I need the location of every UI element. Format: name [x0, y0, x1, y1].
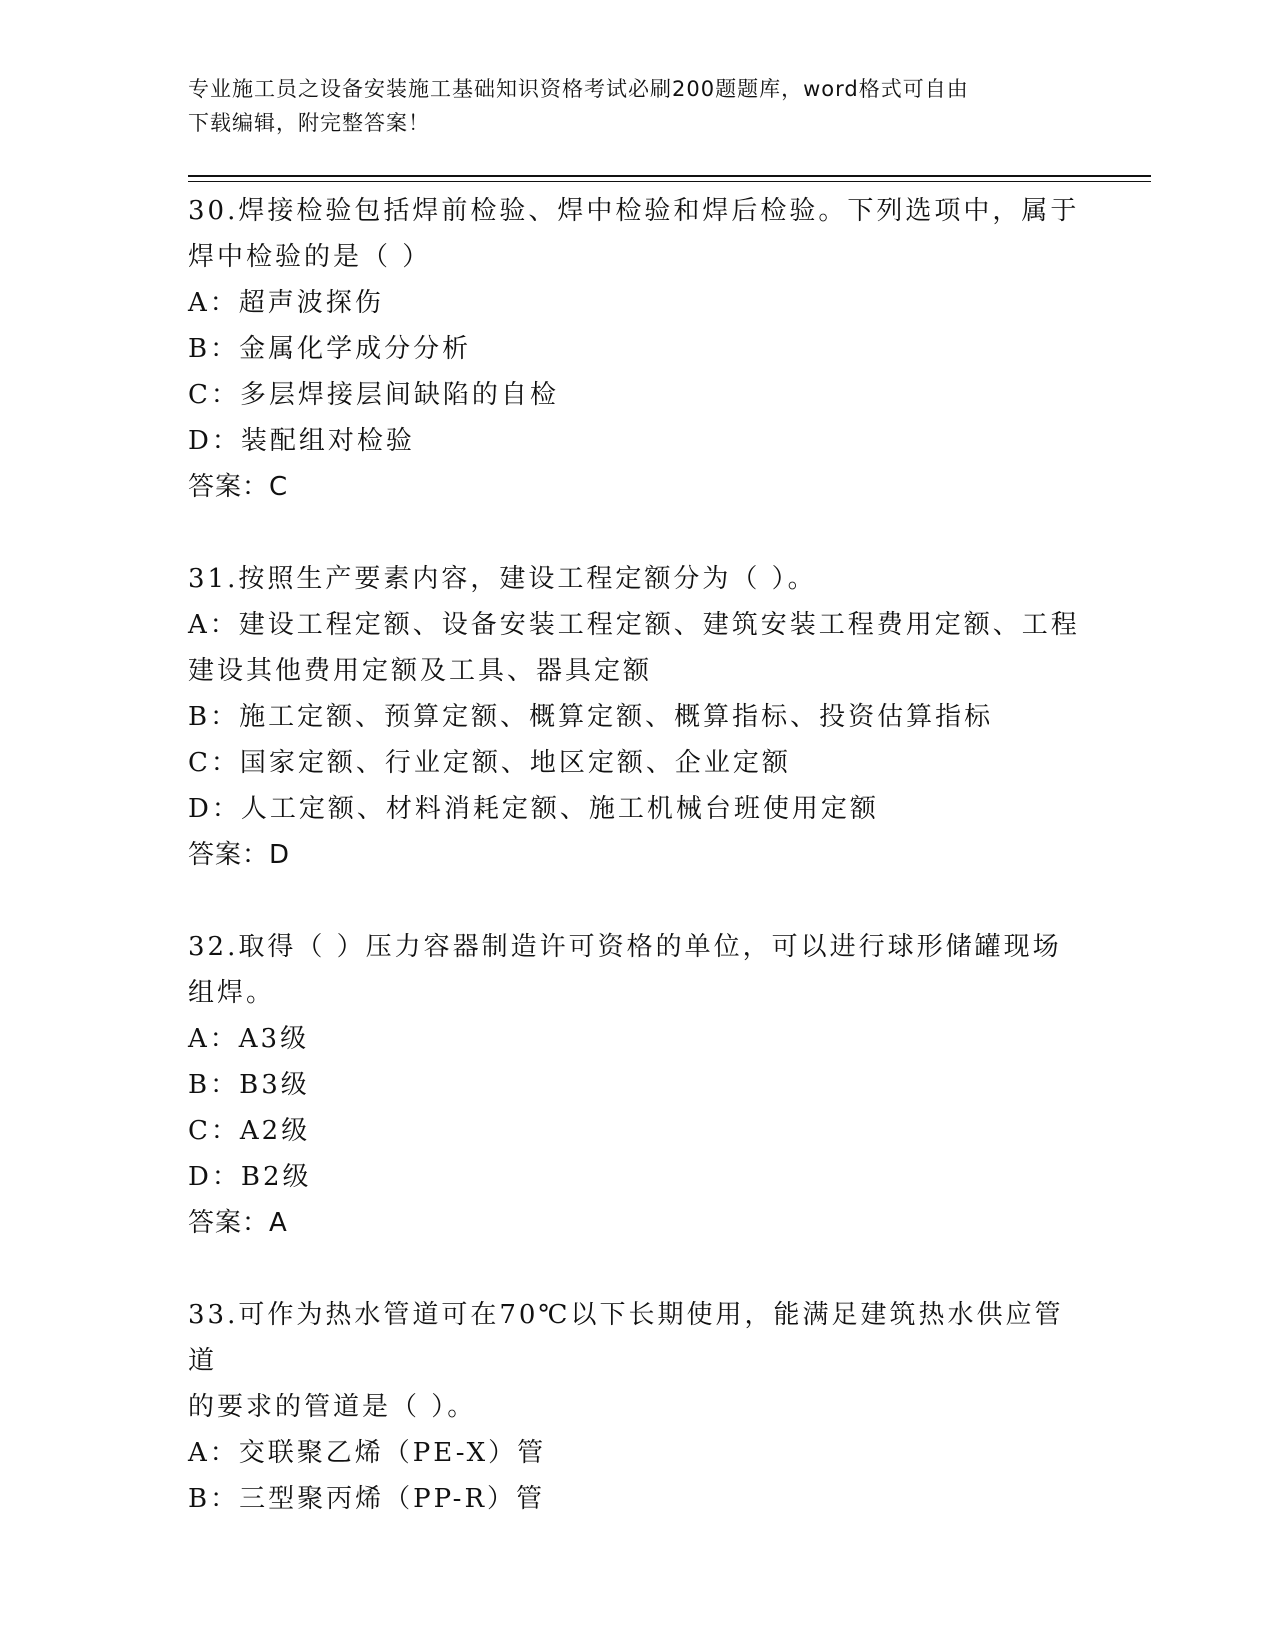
- option-c: C：国家定额、行业定额、地区定额、企业定额: [188, 748, 791, 778]
- option-b: B：金属化学成分分析: [188, 334, 472, 364]
- answer: 答案：D: [188, 840, 291, 870]
- header-line-1: 专业施工员之设备安装施工基础知识资格考试必刷200题题库，word格式可自由: [188, 77, 969, 101]
- option-d: D：装配组对检验: [188, 426, 415, 456]
- question-list: [188, 188, 1088, 1522]
- question-33: [188, 1292, 1088, 1522]
- header-line-2: 下载编辑，附完整答案！: [188, 111, 430, 135]
- option-d: D：B2级: [188, 1162, 312, 1192]
- option-a-continued: 建设其他费用定额及工具、器具定额: [188, 656, 653, 686]
- question-30: [188, 188, 1088, 510]
- header-divider-thin: [188, 181, 1151, 182]
- question-31: [188, 556, 1088, 878]
- option-c: C：多层焊接层间缺陷的自检: [188, 380, 559, 410]
- question-32: [188, 924, 1088, 1246]
- answer: 答案：C: [188, 472, 289, 502]
- question-stem: 30.焊接检验包括焊前检验、焊中检验和焊后检验。下列选项中，属于: [188, 196, 1080, 226]
- question-stem-continued: 焊中检验的是（ ）: [188, 242, 432, 272]
- question-stem: 31.按照生产要素内容，建设工程定额分为（ ）。: [188, 564, 817, 594]
- option-a: A：交联聚乙烯（PE-X）管: [188, 1438, 547, 1468]
- question-spacer: [188, 1246, 1088, 1292]
- option-a: A：A3级: [188, 1024, 310, 1054]
- question-stem: 33.可作为热水管道可在70℃以下长期使用，能满足建筑热水供应管道: [188, 1300, 1064, 1376]
- option-a: A：建设工程定额、设备安装工程定额、建筑安装工程费用定额、工程: [188, 610, 1080, 640]
- option-c: C：A2级: [188, 1116, 311, 1146]
- question-stem-continued: 组焊。: [188, 978, 276, 1008]
- header-divider-thick: [188, 175, 1151, 177]
- option-b: B：B3级: [188, 1070, 310, 1100]
- question-spacer: [188, 510, 1088, 556]
- option-a: A：超声波探伤: [188, 288, 384, 318]
- document-header: [188, 72, 1068, 140]
- option-b: B：施工定额、预算定额、概算定额、概算指标、投资估算指标: [188, 702, 994, 732]
- option-d: D：人工定额、材料消耗定额、施工机械台班使用定额: [188, 794, 879, 824]
- option-b: B：三型聚丙烯（PP-R）管: [188, 1484, 546, 1514]
- question-stem-continued: 的要求的管道是（ ）。: [188, 1392, 477, 1422]
- question-stem: 32.取得（ ）压力容器制造许可资格的单位，可以进行球形储罐现场: [188, 932, 1062, 962]
- answer: 答案：A: [188, 1208, 288, 1238]
- question-spacer: [188, 878, 1088, 924]
